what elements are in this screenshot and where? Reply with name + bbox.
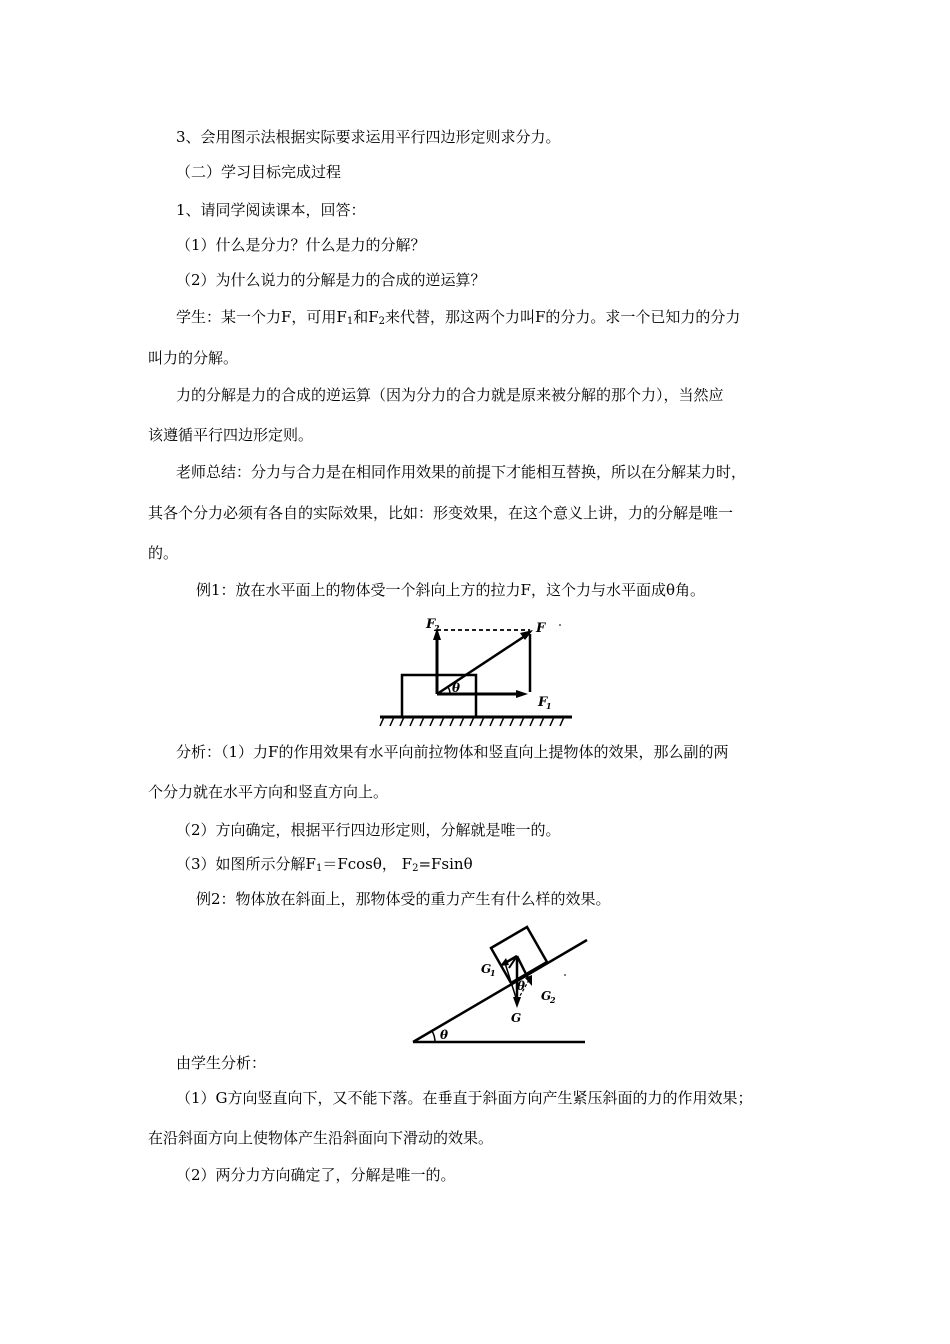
student-answer-part2: 和F	[353, 308, 379, 326]
teacher-summary-cont2: 的。	[148, 544, 179, 562]
label-g1-sub: 1	[490, 968, 496, 978]
subscript: 2	[412, 863, 419, 874]
analysis-3-part3: =Fsinθ	[418, 855, 473, 873]
example-1: 例1：放在水平面上的物体受一个斜向上方的拉力F，这个力与水平面成θ角。	[196, 581, 705, 599]
analysis-3-part1: （3）如图所示分解F	[176, 855, 316, 873]
teacher-summary-cont1: 其各个分力必须有各自的实际效果，比如：形变效果，在这个意义上讲，力的分解是唯一	[148, 504, 734, 522]
analysis-2: （2）方向确定，根据平行四边形定则，分解就是唯一的。	[176, 821, 561, 839]
student-analysis-heading: 由学生分析：	[176, 1054, 267, 1072]
label-f2-sub: 2	[434, 623, 440, 633]
teacher-summary: 老师总结：分力与合力是在相同作用效果的前提下才能相互替换，所以在分解某力时，	[176, 463, 747, 481]
analysis-3	[176, 854, 473, 879]
step-1: 1、请同学阅读课本，回答：	[176, 201, 366, 219]
analysis-1-cont: 个分力就在水平方向和竖直方向上。	[148, 783, 389, 801]
student-answer-part1: 学生：某一个力F，可用F	[176, 308, 347, 326]
student-answer-cont: 叫力的分解。	[148, 349, 239, 367]
label-f1-sub: 1	[546, 701, 552, 711]
figure-2-incline	[405, 918, 605, 1050]
label-g: G	[511, 1011, 522, 1025]
section-heading: （二）学习目标完成过程	[176, 163, 342, 181]
subscript: 1	[346, 316, 354, 327]
paragraph-inverse-cont: 该遵循平行四边形定则。	[148, 426, 314, 444]
label-g2: G	[541, 989, 552, 1003]
figure-1-force-decomposition	[370, 612, 585, 737]
example-2: 例2：物体放在斜面上，那物体受的重力产生有什么样的效果。	[196, 890, 611, 908]
subscript: 2	[378, 316, 385, 327]
label-g2-sub: 2	[550, 995, 556, 1005]
label-f1: F	[538, 695, 548, 710]
label-theta-body: θ	[517, 979, 526, 993]
label-f: F	[536, 621, 546, 636]
label-g1: G	[481, 962, 492, 976]
analysis-1: 分析：（1）力F的作用效果有水平向前拉物体和竖直向上提物体的效果，那么副的两	[176, 743, 729, 761]
objective-3: 3、会用图示法根据实际要求运用平行四边形定则求分力。	[176, 128, 561, 146]
student-analysis-1-cont: 在沿斜面方向上使物体产生沿斜面向下滑动的效果。	[148, 1129, 494, 1147]
label-theta-incline: θ	[440, 1028, 449, 1042]
student-analysis-1: （1）G方向竖直向下，又不能下落。在垂直于斜面方向产生紧压斜面的力的作用效果；	[176, 1089, 753, 1107]
label-f2: F	[426, 617, 436, 632]
question-2: （2）为什么说力的分解是力的合成的逆运算？	[176, 271, 486, 289]
question-1: （1）什么是分力？什么是力的分解？	[176, 236, 426, 254]
analysis-3-part2: ＝Fcosθ， F	[322, 855, 413, 873]
paragraph-inverse: 力的分解是力的合成的逆运算（因为分力的合力就是原来被分解的那个力），当然应	[176, 386, 724, 404]
label-theta: θ	[452, 681, 461, 695]
student-answer-part3: 来代替，那这两个力叫F的分力。求一个已知力的分力	[385, 308, 741, 326]
student-answer	[176, 307, 740, 332]
student-analysis-2: （2）两分力方向确定了，分解是唯一的。	[176, 1166, 456, 1184]
subscript: 1	[315, 863, 323, 874]
